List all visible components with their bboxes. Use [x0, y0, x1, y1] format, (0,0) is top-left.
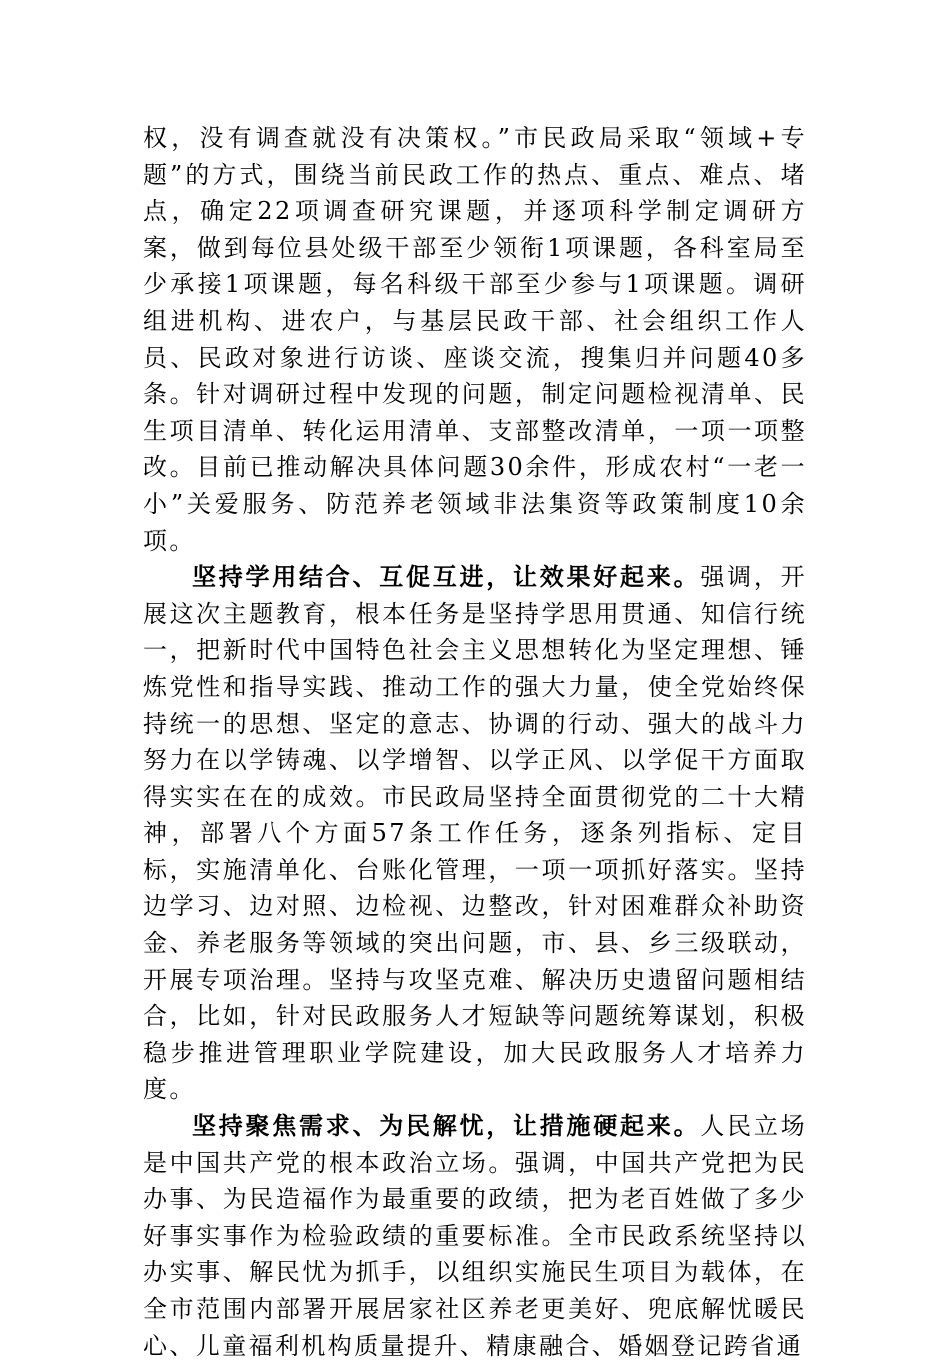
paragraph-learning-application — [143, 559, 807, 1108]
paragraph-heading: 坚持聚焦需求、为民解忧，让措施硬起来。 — [192, 1111, 701, 1141]
document-body — [143, 120, 807, 1364]
paragraph-heading: 坚持学用结合、互促互进，让效果好起来。 — [192, 562, 701, 592]
paragraph-continuation — [143, 120, 807, 559]
paragraph-text: 人民立场是中国共产党的根本政治立场。强调，中国共产党把为民办事、为民造福作为最重要的政绩，把为老百姓做了多少好事实事作为检验政绩的重要标准。全市民政系统坚持以办实事、解民忧为抓手，以组织实施民生项目为载体，在全市范围内部署开展居家社区养老更美好、兜底解忧暖民心、儿童福利机构质量提升、精康融合、婚姻登记跨省通 — [143, 1112, 807, 1360]
paragraph-text: 强调，开展这次主题教育，根本任务是坚持学思用贯通、知信行统一，把新时代中国特色社会主义思想转化为坚定理想、锤炼党性和指导实践、推动工作的强大力量，使全党始终保持统一的思想、坚定的意志、协调的行动、强大的战斗力努力在以学铸魂、以学增智、以学正风、以学促干方面取得实实在在的成效。市民政局坚持全面贯彻党的二十大精神，部署八个方面57条工作任务，逐条列指标、定目标，实施清单化、台账化管理，一项一项抓好落实。坚持边学习、边对照、边检视、边整改，针对困难群众补助资金、养老服务等领域的突出问题，市、县、乡三级联动，开展专项治理。坚持与攻坚克难、解决历史遗留问题相结合，比如，针对民政服务人才短缺等问题统筹谋划，积极稳步推进管理职业学院建设，加大民政服务人才培养力度。 — [143, 563, 807, 1104]
paragraph-text: 权，没有调查就没有决策权。”市民政局采取“领域+专题”的方式，围绕当前民政工作的热点、重点、难点、堵点，确定22项调查研究课题，并逐项科学制定调研方案，做到每位县处级干部至少领衔1项课题，各科室局至少承接1项课题，每名科级干部至少参与1项课题。调研组进机构、进农户，与基层民政干部、社会组织工作人员、民政对象进行访谈、座谈交流，搜集归并问题40多条。针对调研过程中发现的问题，制定问题检视清单、民生项目清单、转化运用清单、支部整改清单，一项一项整改。目前已推动解决具体问题30余件，形成农村“一老一小”关爱服务、防范养老领域非法集资等政策制度10余项。 — [143, 124, 807, 555]
paragraph-focus-needs — [143, 1108, 807, 1364]
